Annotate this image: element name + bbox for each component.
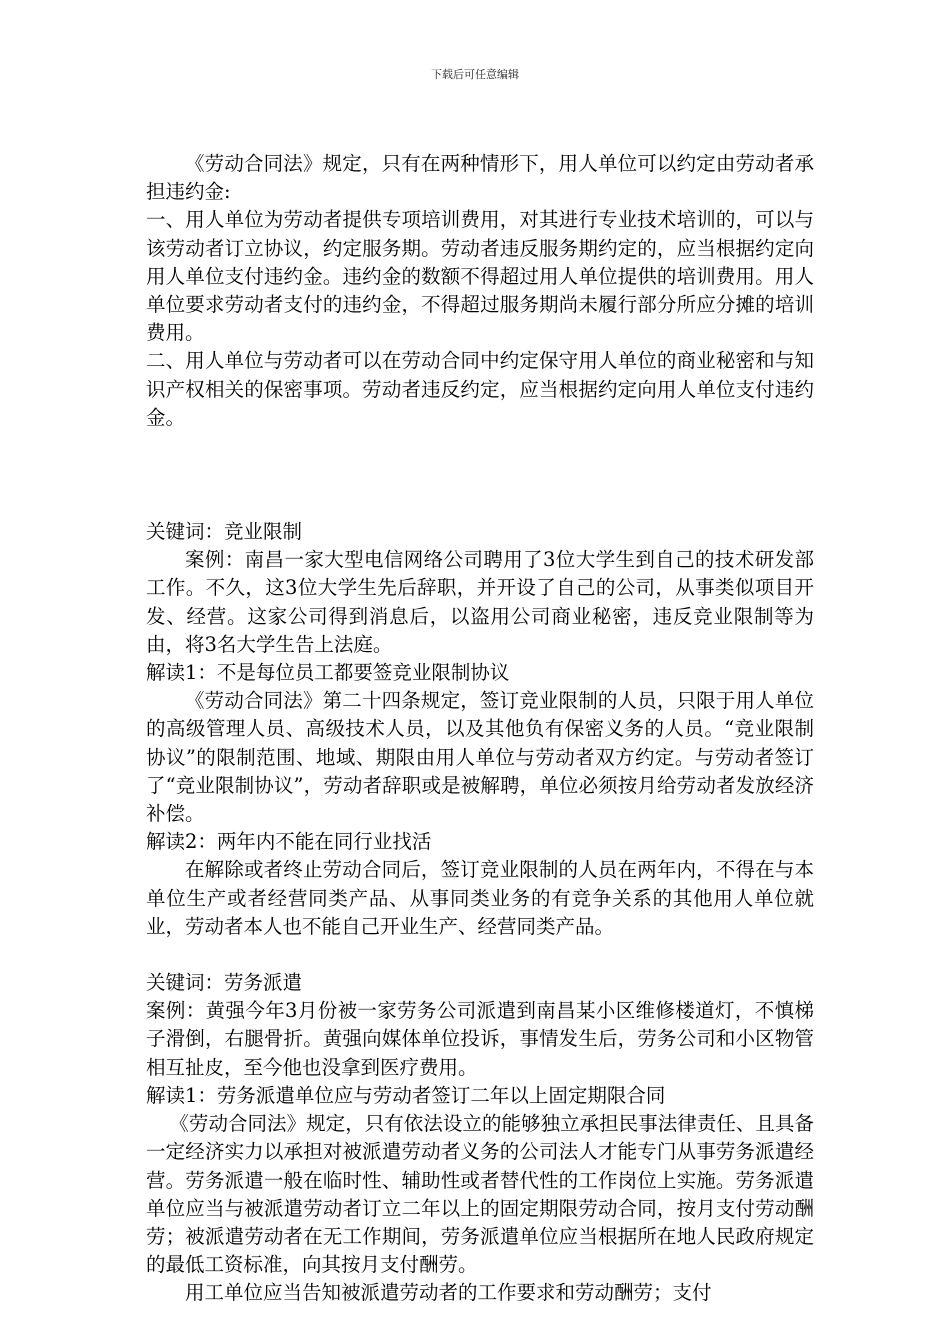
section2-reading1-body: 《劳动合同法》第二十四条规定，签订竞业限制的人员，只限于用人单位的高级管理人员、高级技术人员，以及其他负有保密义务的人员。“竞业限制协议”的限制范围、地域、期限由用人单位与劳动者双方约定。与劳动者签订了“竞业限制协议”，劳动者辞职或是被解聘，单位必须按月给劳动者发放经济补偿。	[146, 689, 814, 826]
page-header: 下载后可任意编辑	[431, 68, 519, 81]
section1-item2: 二、用人单位与劳动者可以在劳动合同中约定保守用人单位的商业秘密和与知识产权相关的保密事项。劳动者违反约定，应当根据约定向用人单位支付违约金。	[146, 349, 814, 429]
section2-reading2-title: 解读2：两年内不能在同行业找活	[146, 830, 432, 854]
section3-keyword: 关键词：劳务派遣	[146, 971, 303, 995]
spacer	[146, 941, 814, 969]
section2-case: 案例：南昌一家大型电信网络公司聘用了3位大学生到自己的技术研发部工作。不久，这3位大学生先后辞职，并开设了自己的公司，从事类似项目开发、经营。这家公司得到消息后，以盗用公司商业秘密，违反竞业限制等为由，将3名大学生告上法庭。	[146, 548, 814, 656]
section1-intro: 《劳动合同法》规定，只有在两种情形下，用人单位可以约定由劳动者承担违约金:	[146, 152, 814, 204]
spacer	[146, 432, 814, 518]
document-body	[146, 150, 814, 1308]
section2-reading2-body: 在解除或者终止劳动合同后，签订竞业限制的人员在两年内，不得在与本单位生产或者经营同类产品、从事同类业务的有竞争关系的其他用人单位就业，劳动者本人也不能自己开业生产、经营同类产品。	[146, 858, 814, 938]
section3-case: 案例：黄强今年3月份被一家劳务公司派遣到南昌某小区维修楼道灯，不慎梯子滑倒，右腿骨折。黄强向媒体单位投诉，事情发生后，劳务公司和小区物管相互扯皮，至今他也没拿到医疗费用。	[146, 999, 814, 1079]
section1-item1: 一、用人单位为劳动者提供专项培训费用，对其进行专业技术培训的，可以与该劳动者订立协议，约定服务期。劳动者违反服务期约定的，应当根据约定向用人单位支付违约金。违约金的数额不得超过用人单位提供的培训费用。用人单位要求劳动者支付的违约金，不得超过服务期尚未履行部分所应分摊的培训费用。	[146, 208, 814, 345]
section2-reading1-title: 解读1：不是每位员工都要签竞业限制协议	[146, 661, 510, 685]
section3-reading1-title: 解读1：劳务派遣单位应与劳动者签订二年以上固定期限合同	[146, 1083, 666, 1107]
section3-reading1-body: 《劳动合同法》规定，只有依法设立的能够独立承担民事法律责任、且具备一定经济实力以承担对被派遣劳动者义务的公司法人才能专门从事劳务派遣经营。劳务派遣一般在临时性、辅助性或者替代性的工作岗位上实施。劳务派遣单位应当与被派遣劳动者订立二年以上的固定期限劳动合同，按月支付劳动酬劳；被派遣劳动者在无工作期间，劳务派遣单位应当根据所在地人民政府规定的最低工资标准，向其按月支付酬劳。	[146, 1112, 814, 1277]
section3-tail: 用工单位应当告知被派遣劳动者的工作要求和劳动酬劳；支付	[185, 1281, 712, 1305]
section2-keyword: 关键词：竞业限制	[146, 520, 303, 544]
